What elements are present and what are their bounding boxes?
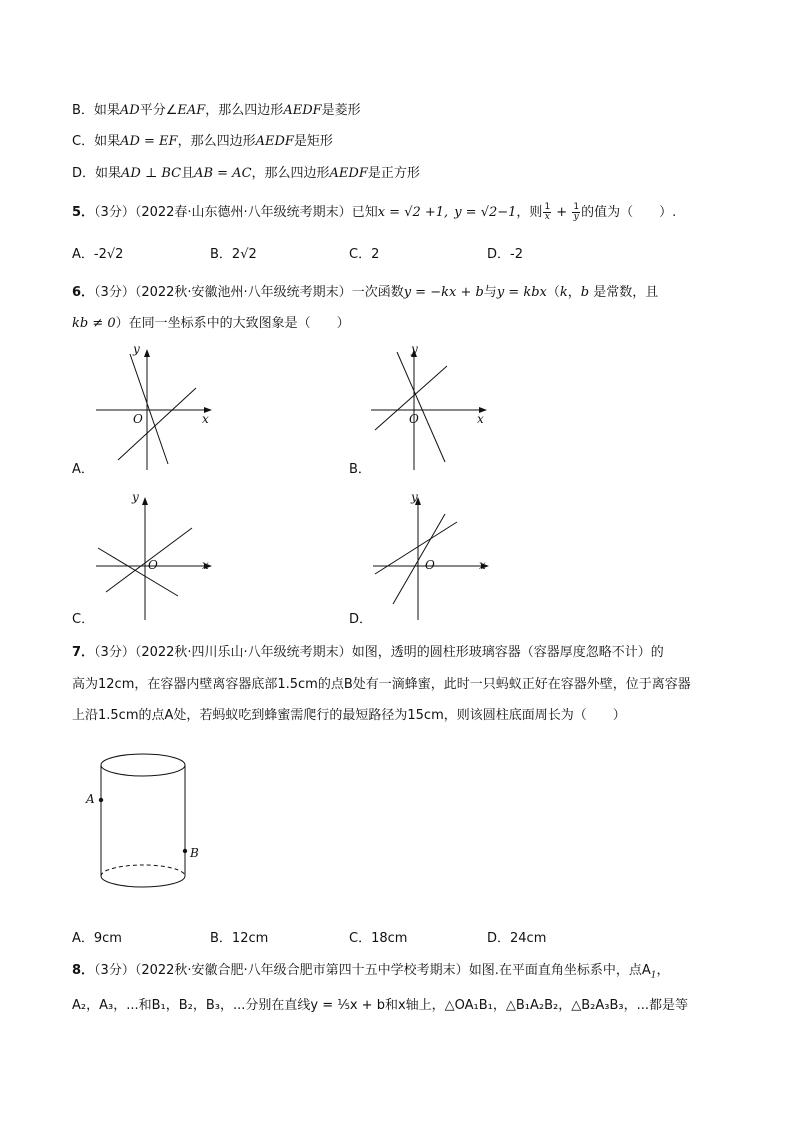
graph-b: y x O xyxy=(367,344,491,472)
q7-option-c: C．18cm xyxy=(349,931,408,946)
q6-option-d: D． xyxy=(349,612,373,627)
question-7-line-2: 高为12cm，在容器内壁离容器底部1.5cm的点B处有一滴蜂蜜，此时一只蚂蚁正好在容器外壁，位于离容器 xyxy=(72,677,691,692)
point-b: B xyxy=(190,846,199,860)
graph-c: y x O xyxy=(92,492,216,622)
question-8-line-2: A₂，A₃，...和B₁，B₂，B₃，...分别在直线y = ⅕x + b和x轴上，△OA₁B₁，△B₁A₂B₂，△B₂A₃B₃，...都是等 xyxy=(72,998,688,1013)
q7-option-b: B．12cm xyxy=(210,931,269,946)
q6-option-b: B． xyxy=(349,462,371,477)
graph-d: y x O xyxy=(369,492,493,622)
question-7-line-3: 上沿1.5cm的点A处，若蚂蚁吃到蜂蜜需爬行的最短路径为15cm，则该圆柱底面周长为（ ） xyxy=(72,708,626,723)
q5-option-a: A．-2√2 xyxy=(72,247,124,262)
q6-option-a: A． xyxy=(72,462,94,477)
question-6: 6．（3分）（2022秋·安徽池州·八年级统考期末）一次函数y = −kx + b与y = kbx（k，b 是常数，且 xyxy=(72,285,659,300)
q7-option-d: D．24cm xyxy=(487,931,547,946)
option-d: D．如果AD ⊥ BC且AB = AC，那么四边形AEDF是正方形 xyxy=(72,166,420,181)
fraction-1-over-x: $\frac{1}{x}$ xyxy=(544,202,551,222)
graph-a: y x O xyxy=(92,344,216,472)
question-8: 8．（3分）（2022秋·安徽合肥·八年级合肥市第四十五中学校考期末）如图.在平面直角坐标系中，点$A_1$， xyxy=(72,963,670,981)
q5-option-d: D．-2 xyxy=(487,247,523,262)
question-7: 7．（3分）（2022秋·四川乐山·八年级统考期末）如图，透明的圆柱形玻璃容器（容器厚度忽略不计）的 xyxy=(72,645,664,660)
q7-option-a: A．9cm xyxy=(72,931,122,946)
option-c: C．如果AD = EF，那么四边形AEDF是矩形 xyxy=(72,134,333,149)
fraction-1-over-y: $\frac{1}{y}$ xyxy=(573,202,580,222)
q5-option-b: B．2√2 xyxy=(210,247,257,262)
q5-option-c: C．2 xyxy=(349,247,380,262)
q6-option-c: C． xyxy=(72,612,95,627)
option-b: B．如果AD平分∠EAF，那么四边形AEDF是菱形 xyxy=(72,103,361,118)
point-a: A xyxy=(86,792,95,806)
question-6-line-2: kb ≠ 0）在同一坐标系中的大致图象是（ ） xyxy=(72,316,350,331)
question-5: 5．（3分）（2022春·山东德州·八年级统考期末）已知x = √2 +1, y = √2−1，则 $\frac{1}{x}$ + $\frac{1}{y}$ 的值为（ ）. xyxy=(72,202,677,222)
cylinder-figure xyxy=(82,748,202,898)
